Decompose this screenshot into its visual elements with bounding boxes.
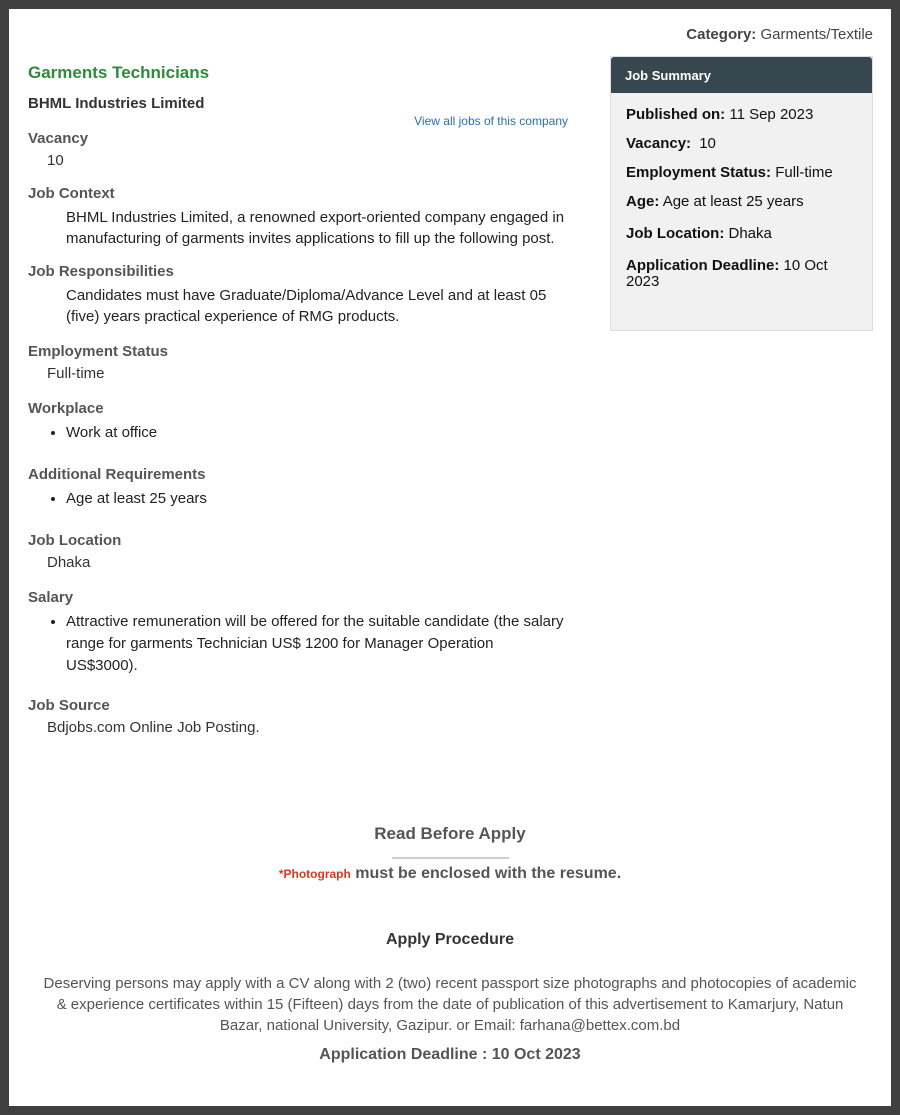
- summary-label: Job Location:: [626, 225, 725, 242]
- divider: [392, 857, 509, 859]
- job-title: Garments Technicians: [28, 63, 210, 82]
- job-location-value: Dhaka: [47, 554, 91, 571]
- summary-published: [626, 107, 857, 123]
- job-context-text: BHML Industries Limited, a renowned export-oriented company engaged in manufacturing of garments invites applications to fill up the following post.: [66, 209, 565, 247]
- summary-value: Full-time: [775, 164, 833, 181]
- read-before-apply-heading: Read Before Apply: [374, 824, 526, 843]
- section-vacancy: [28, 130, 568, 169]
- summary-value: 10: [699, 135, 716, 152]
- section-title: Additional Requirements: [28, 466, 206, 483]
- summary-label: Vacancy:: [626, 135, 692, 152]
- summary-employment-status: [626, 165, 857, 181]
- summary-vacancy: [626, 136, 857, 152]
- photograph-text: must be enclosed with the resume.: [355, 865, 622, 882]
- photograph-requirement: [9, 865, 891, 883]
- section-title: Workplace: [28, 400, 104, 417]
- section-title: Vacancy: [28, 130, 89, 147]
- category-value: Garments/Textile: [760, 26, 873, 43]
- section-title: Job Source: [28, 697, 110, 714]
- photograph-flag: *Photograph: [278, 867, 351, 881]
- summary-deadline: [626, 258, 857, 290]
- section-salary: [28, 589, 568, 677]
- company-name: BHML Industries Limited: [28, 95, 205, 112]
- section-title: Job Responsibilities: [28, 263, 174, 280]
- list-item: • Age at least 25 years: [66, 488, 568, 510]
- apply-procedure-heading: Apply Procedure: [385, 931, 515, 948]
- section-workplace: [28, 400, 568, 444]
- section-job-location: [28, 532, 568, 571]
- summary-value: 11 Sep 2023: [729, 106, 814, 123]
- job-posting-page: [9, 9, 891, 1106]
- section-title: Employment Status: [28, 343, 169, 360]
- section-job-responsibilities: [28, 263, 568, 327]
- list-item: • Attractive remuneration will be offered for the suitable candidate (the salary range for garments Technician US$ 1200 for Manager Operation US$3000).: [66, 611, 568, 677]
- summary-value: Age at least 25 years: [662, 193, 804, 210]
- job-summary-panel: [610, 56, 873, 331]
- additional-requirements-list: [28, 488, 568, 510]
- section-employment-status: [28, 343, 568, 382]
- section-title: Salary: [28, 589, 74, 606]
- view-all-jobs-link[interactable]: View all jobs of this company: [414, 114, 568, 128]
- summary-age: [626, 194, 857, 210]
- summary-label: Application Deadline:: [626, 257, 780, 274]
- application-deadline: Application Deadline : 10 Oct 2023: [319, 1046, 581, 1063]
- section-additional-requirements: [28, 466, 568, 510]
- section-job-context: [28, 185, 568, 249]
- employment-status-value: Full-time: [47, 365, 105, 382]
- summary-job-location: [626, 226, 857, 242]
- apply-procedure-text: Deserving persons may apply with a CV along with 2 (two) recent passport size photographs and photocopies of academic & experience certificates within 15 (Fifteen) days from the date of publication of this advertisement to Kamarjury, Natun Bazar, national University, Gazipur. or Email: farhana@bettex.com.bd: [43, 975, 857, 1034]
- summary-label: Age:: [626, 193, 660, 210]
- section-job-source: [28, 697, 568, 736]
- summary-value: Dhaka: [728, 225, 772, 242]
- vacancy-value: 10: [47, 152, 64, 169]
- job-summary-header: Job Summary: [611, 57, 872, 93]
- list-item: • Work at office: [66, 422, 568, 444]
- summary-label: Published on:: [626, 106, 726, 123]
- category-label: Category:: [686, 26, 757, 43]
- workplace-list: [28, 422, 568, 444]
- summary-label: Employment Status:: [626, 164, 772, 181]
- job-summary-body: [611, 93, 872, 317]
- job-details: [28, 63, 568, 750]
- job-source-value: Bdjobs.com Online Job Posting.: [47, 719, 260, 736]
- salary-list: [28, 611, 568, 677]
- section-title: Job Context: [28, 185, 115, 202]
- responsibilities-text: Candidates must have Graduate/Diploma/Advance Level and at least 05 (five) years practical experience of RMG products.: [66, 287, 547, 325]
- summary-value: 10 Oct 2023: [626, 257, 828, 290]
- category-line: [686, 26, 873, 43]
- section-title: Job Location: [28, 532, 122, 549]
